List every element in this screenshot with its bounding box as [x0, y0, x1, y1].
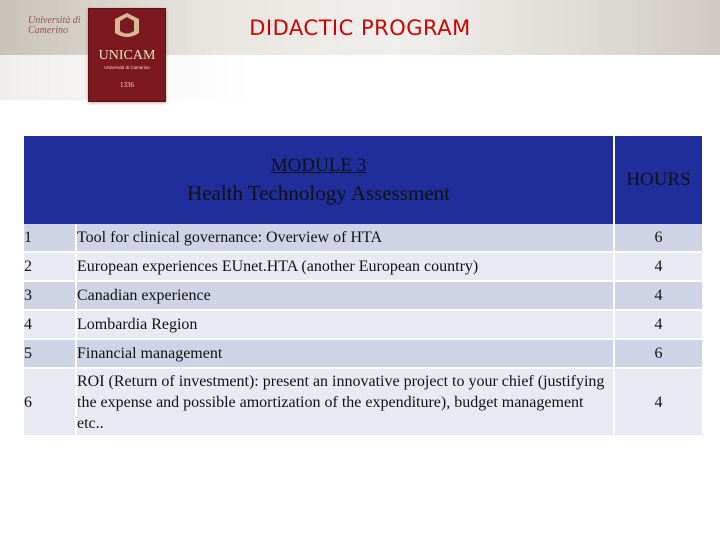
- university-wordmark-text: Università di Camerino: [28, 15, 81, 36]
- logo-year: 1336: [120, 81, 134, 89]
- row-number: 4: [24, 310, 76, 339]
- shield-icon: [89, 9, 165, 101]
- module-title: Health Technology Assessment: [187, 181, 450, 205]
- module-header-cell: [24, 136, 614, 224]
- hours-header-cell: HOURS: [614, 136, 702, 224]
- table-row: [24, 281, 702, 310]
- page-title: DIDACTIC PROGRAM: [249, 16, 471, 40]
- row-topic: Lombardia Region: [76, 310, 614, 339]
- row-number: 5: [24, 339, 76, 368]
- table-row: [24, 252, 702, 281]
- row-number: 6: [24, 368, 76, 436]
- row-number: 3: [24, 281, 76, 310]
- row-hours: 4: [614, 281, 702, 310]
- table-row: [24, 224, 702, 252]
- row-topic: Financial management: [76, 339, 614, 368]
- row-hours: 4: [614, 310, 702, 339]
- row-number: 1: [24, 224, 76, 252]
- module-label: MODULE 3: [270, 155, 367, 176]
- table-row: [24, 368, 702, 436]
- row-number: 2: [24, 252, 76, 281]
- row-hours: 6: [614, 224, 702, 252]
- row-topic: European experiences EUnet.HTA (another European country): [76, 252, 614, 281]
- row-topic: ROI (Return of investment): present an innovative project to your chief (justifying the expense and possible amortization of the expenditure), budget management etc..: [76, 368, 614, 436]
- unicam-logo: [88, 8, 166, 102]
- didactic-program-table: [24, 136, 702, 437]
- logo-subtitle: Università di Camerino: [104, 65, 150, 70]
- row-hours: 6: [614, 339, 702, 368]
- university-wordmark: [28, 16, 88, 36]
- row-topic: Tool for clinical governance: Overview of HTA: [76, 224, 614, 252]
- row-hours: 4: [614, 252, 702, 281]
- row-hours: 4: [614, 368, 702, 436]
- row-topic: Canadian experience: [76, 281, 614, 310]
- logo-name: UNICAM: [98, 48, 156, 63]
- table-header-row: [24, 136, 702, 224]
- table-row: [24, 310, 702, 339]
- table-row: [24, 339, 702, 368]
